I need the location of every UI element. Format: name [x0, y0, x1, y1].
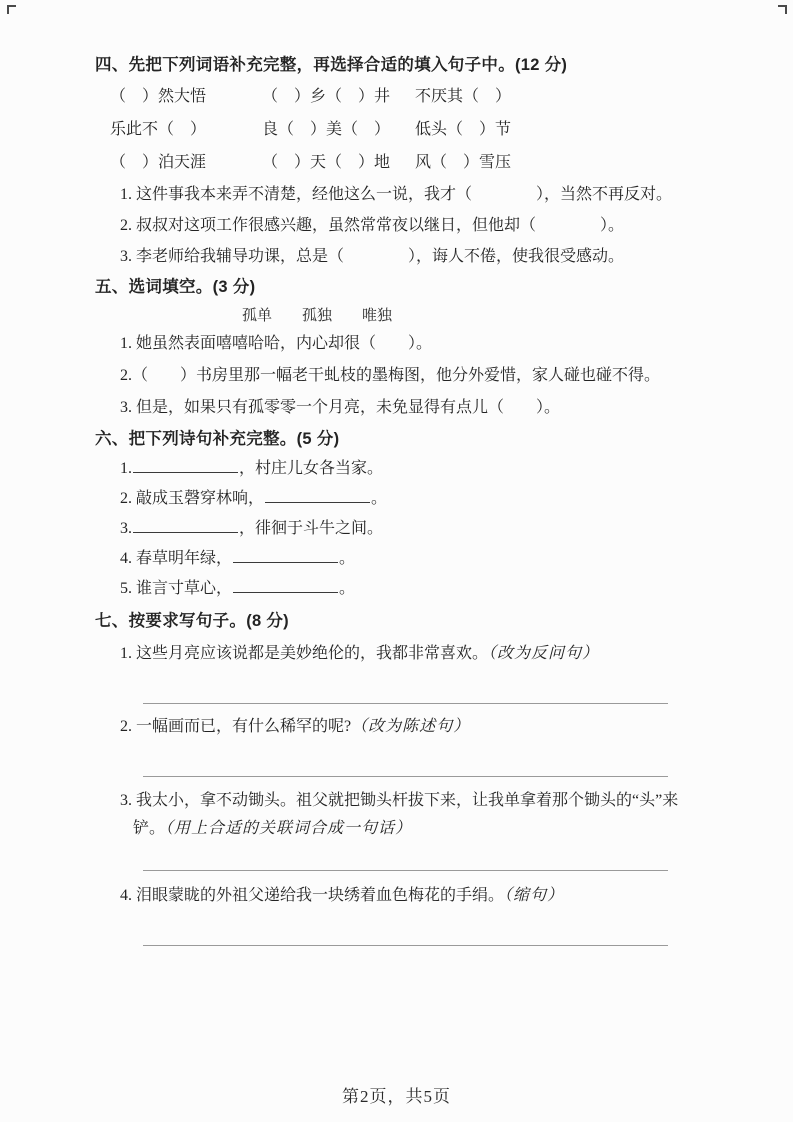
section-6-poem-1 — [120, 454, 705, 484]
section-4-score: (12 分) — [515, 56, 568, 74]
word-blank-item: （ ）天（ ）地 — [262, 154, 391, 171]
poem-post: 。 — [371, 490, 388, 507]
answer-blank — [265, 485, 370, 503]
poem-pre: 2. 敲成玉磬穿林响， — [120, 490, 265, 507]
page-number: 第2页，共5页 — [342, 1087, 451, 1106]
section-5-score: (3 分) — [212, 278, 256, 296]
word-blank-item: 低头（ ）节 — [415, 121, 512, 138]
section-7-sentence-2 — [120, 712, 705, 740]
section-6-poem-5 — [120, 574, 705, 604]
section-6-poem-4 — [120, 544, 705, 574]
answer-line — [143, 870, 668, 871]
poem-pre: 3. — [120, 520, 132, 537]
poem-post: ，徘徊于斗牛之间。 — [239, 520, 384, 537]
answer-line — [143, 703, 668, 704]
section-4-title — [95, 50, 705, 80]
poem-pre: 5. 谁言寸草心， — [120, 580, 233, 597]
section-6-title-text: 六、把下列诗句补充完整。 — [95, 430, 297, 448]
sentence-text: 1. 这些月亮应该说都是美妙绝伦的，我都非常喜欢。 — [120, 645, 489, 662]
word-blank-item: （ ）泊天涯 — [110, 154, 207, 171]
page-content — [95, 50, 705, 946]
section-5-title — [95, 272, 705, 302]
section-5-title-text: 五、选词填空。 — [95, 278, 213, 296]
sentence-text: 2. 一幅画而已，有什么稀罕的呢? — [120, 718, 352, 735]
section-7-score: (8 分) — [246, 612, 289, 630]
rewrite-requirement: （改为陈述句） — [351, 716, 471, 735]
section-6-score: (5 分) — [296, 430, 340, 448]
sentence-text: 4. 泪眼蒙眬的外祖父递给我一块绣着血色梅花的手绢。 — [120, 887, 505, 904]
answer-blank — [133, 515, 238, 533]
section-7-title — [95, 606, 705, 636]
poem-post: 。 — [339, 580, 356, 597]
answer-blank — [133, 455, 238, 473]
section-6-title — [95, 424, 705, 454]
answer-blank — [233, 575, 338, 593]
crop-mark-top-right — [778, 5, 787, 14]
answer-line — [143, 945, 668, 946]
sentence-text: 3. 我太小，拿不动锄头。祖父就把锄头杆拔下来，让我单拿着那个锄头的“头”来铲。 — [120, 792, 679, 837]
section-5-sentence-1: 1. 她虽然表面嘻嘻哈哈，内心却很（ ）。 — [120, 335, 433, 352]
crop-mark-top-left — [7, 5, 16, 14]
rewrite-requirement: （改为反问句） — [488, 643, 600, 662]
section-6-poem-2 — [120, 484, 705, 514]
section-4-sentence-2: 2. 叔叔对这项工作很感兴趣，虽然常常夜以继日，但他却（ ）。 — [120, 217, 625, 234]
section-4-word-grid — [110, 80, 705, 179]
section-5-word-bank: 孤单 孤独 唯独 — [242, 306, 393, 324]
answer-blank — [233, 545, 338, 563]
poem-pre: 4. 春草明年绿， — [120, 550, 233, 567]
rewrite-requirement: （缩句） — [504, 885, 565, 904]
section-7-sentence-1 — [120, 639, 705, 667]
word-blank-item: 乐此不（ ） — [110, 121, 207, 138]
poem-post: ，村庄儿女各当家。 — [239, 460, 384, 477]
section-6-poem-3 — [120, 514, 705, 544]
section-4-sentence-3: 3. 李老师给我辅导功课，总是（ ），诲人不倦，使我很受感动。 — [120, 248, 625, 265]
section-7-sentence-3 — [120, 787, 705, 842]
word-blank-item: （ ）乡（ ）井 — [262, 88, 391, 105]
section-4-sentence-1: 1. 这件事我本来弄不清楚，经他这么一说，我才（ ），当然不再反对。 — [120, 186, 673, 203]
section-7-title-text: 七、按要求写句子。 — [95, 612, 247, 630]
word-blank-item: 不厌其（ ） — [415, 88, 512, 105]
word-blank-item: 风（ ）雪压 — [415, 154, 512, 171]
section-5-sentence-2: 2.（ ）书房里那一幅老干虬枝的墨梅图，他分外爱惜，家人碰也碰不得。 — [120, 367, 661, 384]
section-5-sentence-3: 3. 但是，如果只有孤零零一个月亮，未免显得有点儿（ ）。 — [120, 399, 561, 416]
poem-pre: 1. — [120, 460, 132, 477]
word-blank-item: 良（ ）美（ ） — [262, 121, 391, 138]
section-4-title-text: 四、先把下列词语补充完整，再选择合适的填入句子中。 — [95, 56, 515, 74]
poem-post: 。 — [339, 550, 356, 567]
section-7-sentence-4 — [120, 881, 705, 909]
rewrite-requirement: （用上合适的关联词合成一句话） — [165, 818, 413, 837]
answer-line — [143, 776, 668, 777]
word-blank-item: （ ）然大悟 — [110, 88, 207, 105]
